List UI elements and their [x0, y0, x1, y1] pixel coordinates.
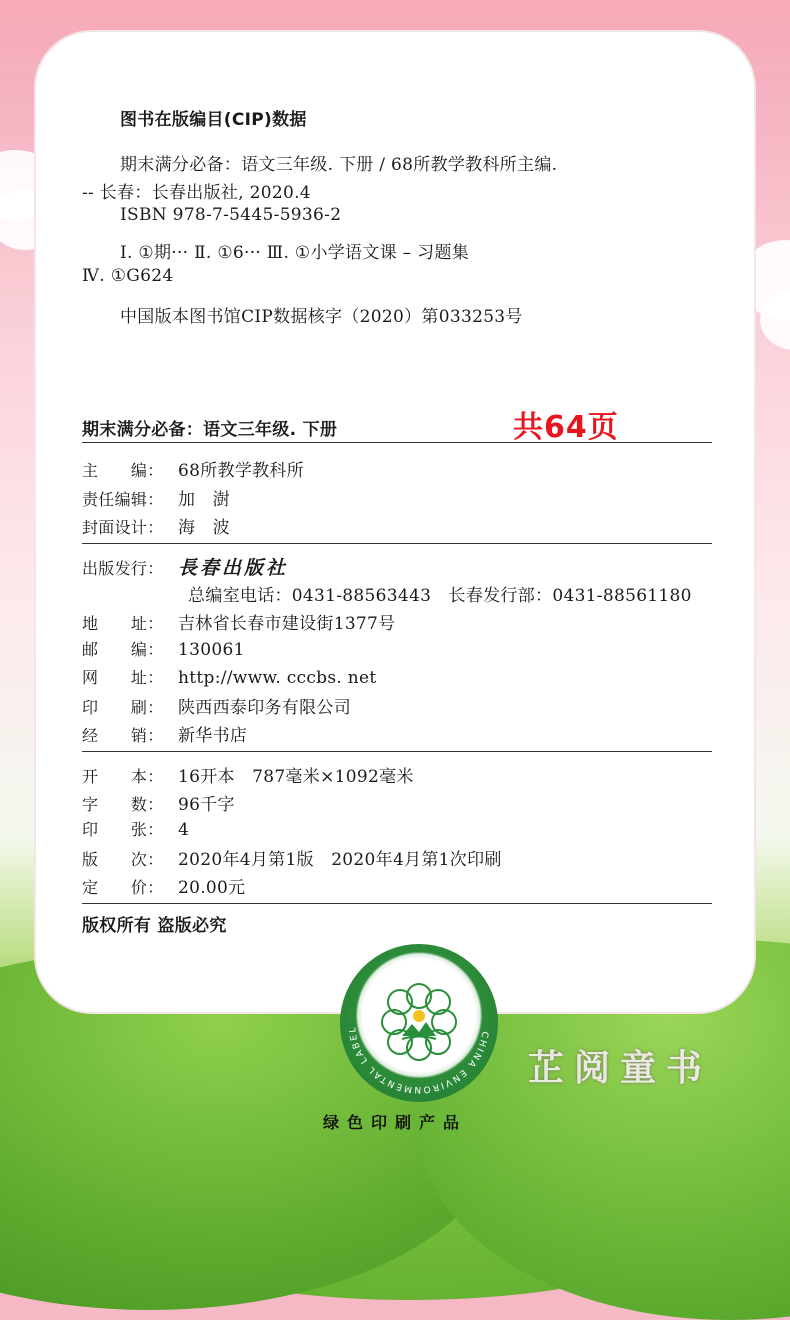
price-row: [82, 873, 245, 898]
green-print-label: 绿色印刷产品: [322, 1113, 467, 1132]
credit-value: 海 波: [178, 518, 230, 538]
info-label: 网 址：: [82, 668, 164, 687]
publisher-row: [82, 553, 288, 580]
info-value: http://www. cccbs. net: [178, 668, 377, 688]
info-label: 邮 编：: [82, 640, 164, 659]
publisher-logo: 長春出版社: [178, 557, 289, 579]
total-pages-badge: 共64页: [513, 410, 619, 445]
info-value: 吉林省长春市建设街1377号: [178, 614, 396, 634]
spec-value: 4: [178, 820, 190, 840]
credit-label: 封面设计：: [82, 518, 164, 537]
publisher-phones: 总编室电话：0431-88563443 长春发行部：0431-88561180: [188, 586, 692, 606]
spec-value: 2020年4月第1版 2020年4月第1次印刷: [178, 850, 502, 870]
cip-line: Ⅰ. ①期··· Ⅱ. ①6··· Ⅲ. ①小学语文课 – 习题集: [120, 243, 470, 263]
divider: [82, 903, 712, 904]
copyright-notice: 版权所有 盗版必究: [82, 916, 227, 936]
spec-label: 定 价：: [82, 878, 164, 897]
credit-editor: [82, 456, 304, 481]
spec-value: 16开本 787毫米×1092毫米: [178, 767, 414, 787]
spec-label: 字 数：: [82, 795, 164, 814]
cip-number: 中国版本图书馆CIP数据核字（2020）第033253号: [120, 307, 523, 327]
divider: [82, 543, 712, 544]
book-title: 期末满分必备：语文三年级. 下册: [82, 420, 338, 440]
credit-cover-design: [82, 513, 230, 538]
spec-value: 96千字: [178, 795, 235, 815]
info-value: 新华书店: [178, 726, 248, 746]
mountain-icon: [402, 1022, 436, 1036]
spec-label: 版 次：: [82, 850, 164, 869]
word-count-row: [82, 790, 235, 815]
credit-value: 68所教学教科所: [178, 461, 305, 481]
publisher-label: 出版发行：: [82, 559, 164, 578]
website-row: [82, 665, 377, 688]
eco-top-text: 中国环境标志: [391, 961, 447, 971]
printer-row: [82, 693, 351, 718]
credit-label: 主 编：: [82, 461, 164, 480]
eco-ring-text-path: CHINA ENVIRONMENTAL LABEL: [347, 1025, 490, 1095]
watermark: 芷阅童书: [528, 1047, 713, 1089]
edition-row: [82, 845, 502, 870]
cip-line: Ⅳ. ①G624: [82, 266, 174, 286]
cip-header: 图书在版编目(CIP)数据: [120, 110, 307, 130]
info-value: 130061: [178, 640, 245, 660]
divider: [82, 751, 712, 752]
divider: [82, 442, 712, 443]
eco-badge-graphic: [340, 944, 498, 1102]
distributor-row: [82, 721, 247, 746]
info-value: 陕西西泰印务有限公司: [178, 698, 351, 718]
cip-line: -- 长春：长春出版社, 2020.4: [82, 183, 311, 203]
china-environmental-labelling-icon: [340, 944, 498, 1102]
spec-label: 印 张：: [82, 820, 164, 839]
credit-responsible-editor: [82, 485, 230, 510]
cip-line: 期末满分必备：语文三年级. 下册 / 68所教学教科所主编.: [120, 155, 558, 175]
info-label: 经 销：: [82, 726, 164, 745]
postcode-row: [82, 637, 245, 660]
credit-value: 加 澍: [178, 490, 230, 510]
info-label: 印 刷：: [82, 698, 164, 717]
sun-icon: [413, 1010, 425, 1022]
cip-line: ISBN 978-7-5445-5936-2: [120, 205, 342, 225]
info-label: 地 址：: [82, 614, 164, 633]
format-row: [82, 762, 414, 787]
credit-label: 责任编辑：: [82, 490, 164, 509]
water-icon: [402, 1037, 436, 1040]
address-row: [82, 609, 395, 634]
sheets-row: [82, 817, 189, 840]
spec-value: 20.00元: [178, 878, 246, 898]
spec-label: 开 本：: [82, 767, 164, 786]
